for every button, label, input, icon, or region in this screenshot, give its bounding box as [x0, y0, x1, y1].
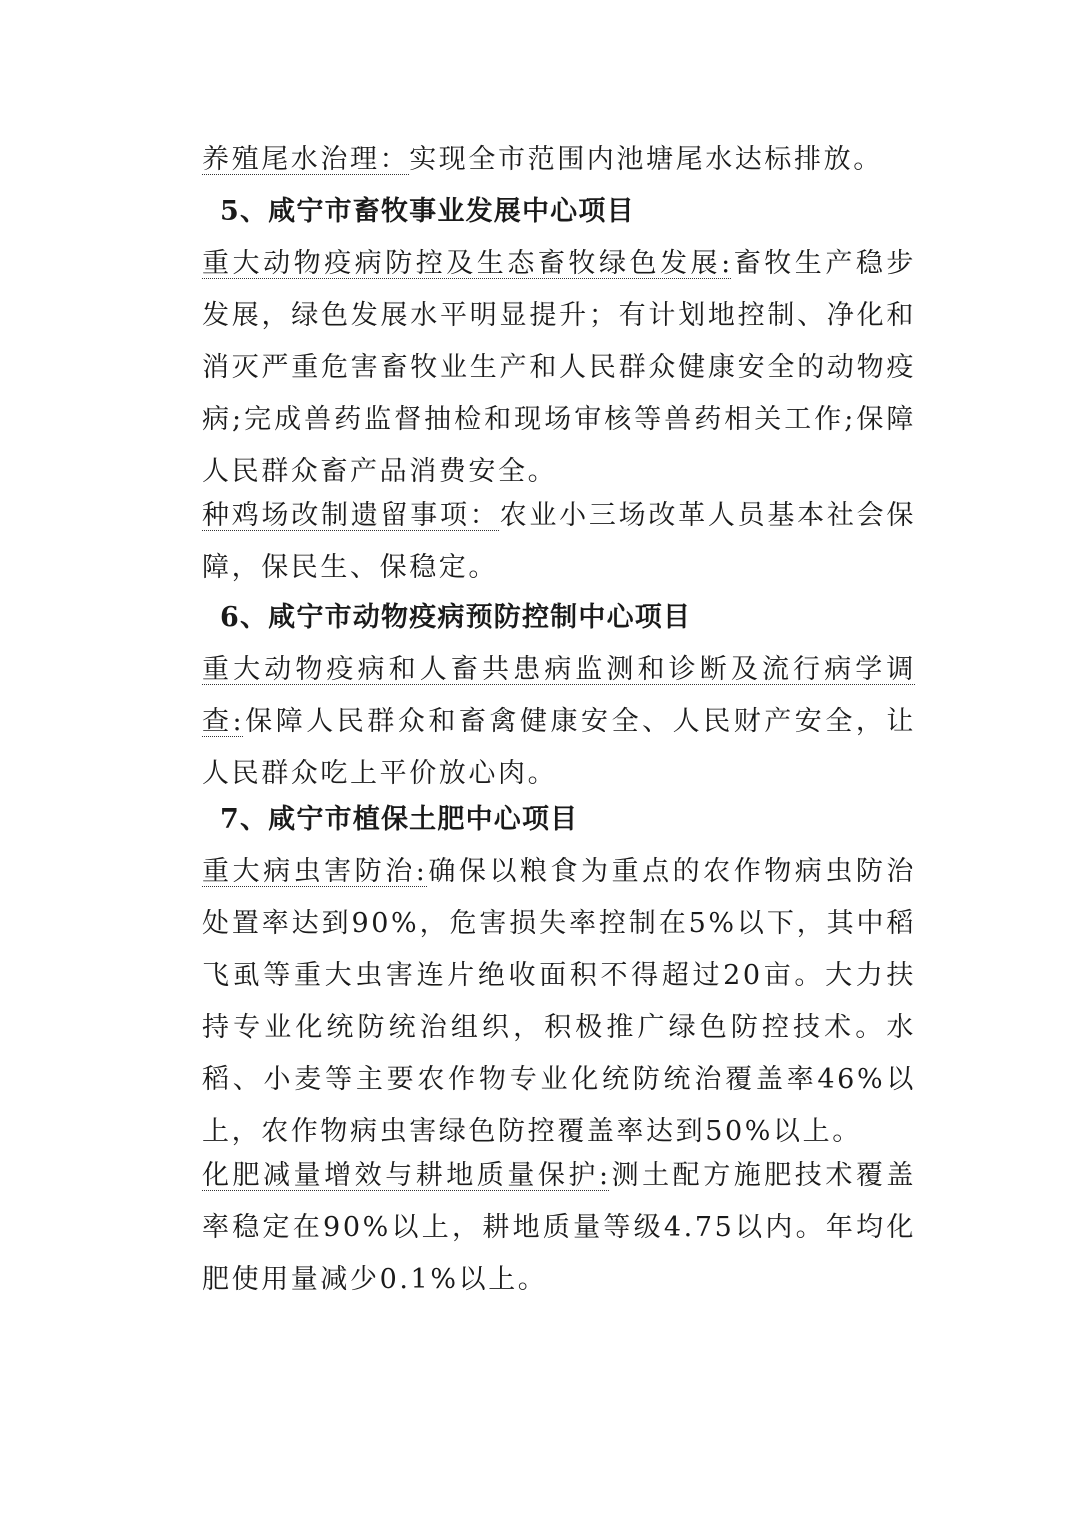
paragraph-text: 保障人民群众和畜禽健康安全、人民财产安全，让人民群众吃上平价放心肉。	[202, 706, 916, 789]
paragraph-zoonosis-monitoring	[202, 644, 916, 800]
paragraph-label: 重大病虫害防治:	[202, 856, 428, 887]
paragraph-label: 重大动物疫病和人畜共患病监测和诊断及流行病学调查:	[202, 654, 916, 737]
paragraph-label: 种鸡场改制遗留事项：	[202, 500, 500, 531]
paragraph-animal-disease-control	[202, 238, 916, 498]
paragraph-pest-control	[202, 846, 916, 1158]
paragraph-text: 测土配方施肥技术覆盖率稳定在90%以上，耕地质量等级4.75以内。年均化肥使用量减少0.1%以上。	[202, 1160, 917, 1295]
section-heading-5: 5、咸宁市畜牧事业发展中心项目	[220, 196, 635, 227]
section-heading-7: 7、咸宁市植保土肥中心项目	[220, 804, 579, 835]
paragraph-text: 实现全市范围内池塘尾水达标排放。	[409, 144, 883, 175]
paragraph-label: 化肥减量增效与耕地质量保护:	[202, 1160, 611, 1191]
paragraph-aquaculture-tailwater	[202, 134, 916, 186]
paragraph-text: 农业小三场改革人员基本社会保障，保民生、保稳定。	[202, 500, 916, 583]
paragraph-chicken-farm-reform	[202, 490, 916, 594]
paragraph-fertilizer-reduction	[202, 1150, 916, 1306]
section-heading-6: 6、咸宁市动物疫病预防控制中心项目	[220, 602, 692, 633]
paragraph-label: 养殖尾水治理：	[202, 144, 410, 175]
paragraph-text: 确保以粮食为重点的农作物病虫防治处置率达到90%，危害损失率控制在5%以下，其中稻飞虱等重大虫害连片绝收面积不得超过20亩。大力扶持专业化统防统治组织，积极推广绿色防控技术。水稻、小麦等主要农作物专业化统防统治覆盖率46%以上，农作物病虫害绿色防控覆盖率达到50%以上。	[202, 856, 916, 1147]
paragraph-label: 重大动物疫病防控及生态畜牧绿色发展:	[202, 248, 733, 279]
paragraph-text: 畜牧生产稳步发展，绿色发展水平明显提升；有计划地控制、净化和消灭严重危害畜牧业生产和人民群众健康安全的动物疫病;完成兽药监督抽检和现场审核等兽药相关工作;保障人民群众畜产品消费安全。	[202, 248, 916, 487]
